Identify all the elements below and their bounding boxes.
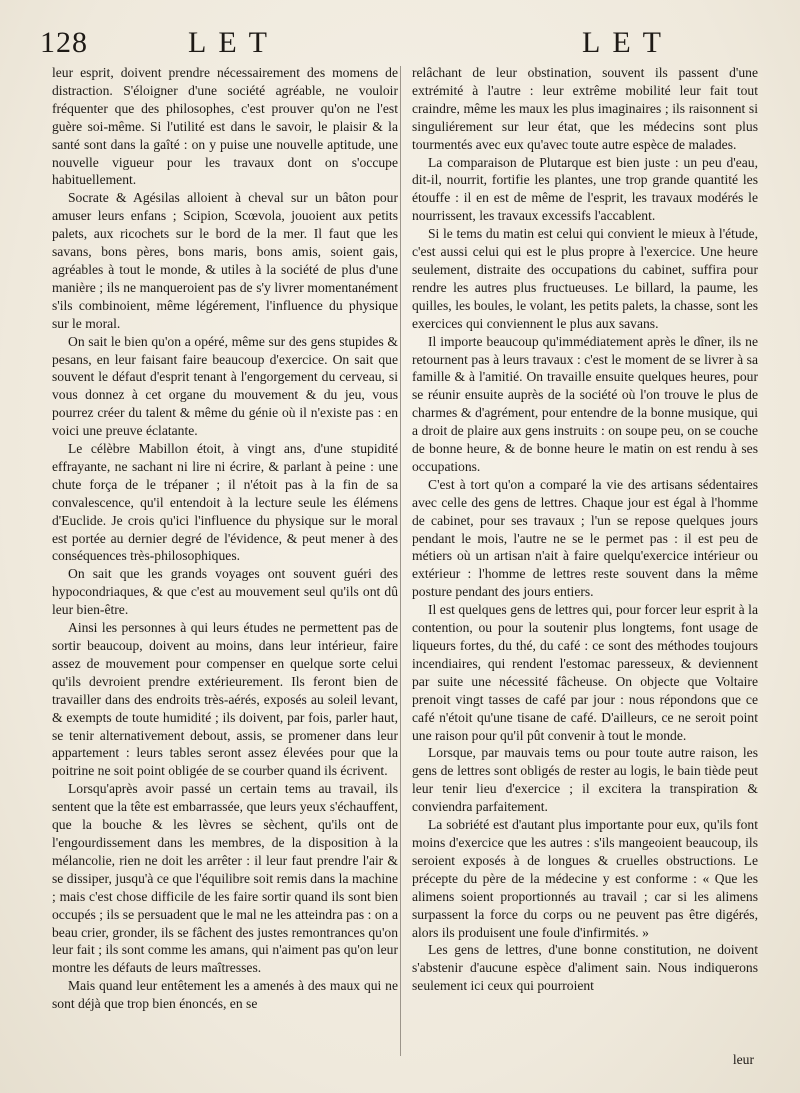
paragraph: Lorsqu'après avoir passé un certain tems au travail, ils sentent que la tête est embarrassée, que leurs yeux s'échauffent, que la bouche & les lèvres se sèchent, qu'ils ont de l'engourdissement dans les membres, de la disposition à la mélancolie, rien ne doit les arrêter : il leur faut prendre l'air & se dissiper, jusqu'à ce que l'équilibre soit remis dans la machine ; mais c'est chose difficile de les faire sortir quand ils sont bien occupés ; ils se persuadent que le mal ne les atteindra pas : on a beau crier, gronder, ils se fâchent des justes remontrances qu'on leur fait ; ils sont comme les amans, qui n'aiment pas qu'on leur montre les défauts de leurs maîtresses. (52, 781, 398, 976)
paragraph: La comparaison de Plutarque est bien juste : un peu d'eau, dit-il, nourrit, fortifie les plantes, une trop grande quantité les étouffe : il en est de même de l'esprit, les travaux modérés le nourrissent, les travaux excessifs l'accablent. (412, 154, 758, 224)
paragraph: Il importe beaucoup qu'immédiatement après le dîner, ils ne retournent pas à leurs travaux : c'est le moment de se livrer à sa famille & à l'amitié. On travaille ensuite quelques heures, pour se réunir ensuite auprès de la société où l'on trouve le plus de charmes & d'agrément, pour entendre de la bonne musique, qui a droit de plaire aux gens instruits : on soupe peu, on se couche de bonne heure, & de bonne heure le matin on est rendu à ses occupations. (412, 333, 758, 474)
left-column (52, 64, 398, 1079)
paragraph: leur esprit, doivent prendre nécessairement des momens de distraction. S'éloigner d'une société agréable, ne vouloir fréquenter que des philosophes, c'est prouver qu'on ne l'est guère soi-même. Si l'utilité est dans le savoir, le plaisir & la santé sont dans la gaîté : on y puise une nouvelle aptitude, une nouvelle vigueur pour les travaux dont on s'occupe habituellement. (52, 65, 398, 188)
page-header (40, 22, 780, 66)
paragraph: relâchant de leur obstination, souvent ils passent d'une extrémité à l'autre : leur extrême mobilité leur fait tout craindre, même les maux les plus imaginaires ; ils raisonnent si singuliérement sur leur état, que les médecins sont plus tourmentés avec eux qu'avec toute autre espèce de malades. (412, 65, 758, 152)
paragraph: Il est quelques gens de lettres qui, pour forcer leur esprit à la contention, ou pour la soutenir plus longtems, font usage de liqueurs fortes, du thé, du café : ce sont des méthodes toujours incendiaires, qui rendent l'estomac paresseux, & deviennent par suite une nécessité fâcheuse. On objecte que Voltaire prenoit vingt tasses de café par jour : nous répondons que ce café n'étoit qu'une tisane de café. D'ailleurs, ce ne seroit point une raison pour qu'il pût convenir à tout le monde. (412, 602, 758, 743)
paragraph: On sait que les grands voyages ont souvent guéri des hypocondriaques, & que c'est au mouvement seul qu'ils ont dû leur bien-être. (52, 566, 398, 618)
running-head-left: LET (188, 26, 279, 59)
catchword: leur (732, 1052, 754, 1067)
running-head-right: LET (582, 26, 673, 59)
paragraph: Mais quand leur entêtement les a amenés à des maux qui ne sont déjà que trop bien énoncés, en se (52, 978, 398, 1012)
paragraph: Socrate & Agésilas alloient à cheval sur un bâton pour amuser leurs enfans ; Scipion, Scœvola, jouoient aux petits palets, aux ricochets sur le bord de la mer. Il faut que les savans, bons pères, bons maris, bons amis, soient gais, agréables à tout le monde, & utiles à la société de plus d'une manière ; ils ne manqueroient pas de s'y livrer momentanément s'ils combinoient, même légérement, l'influence du physique sur le moral. (52, 190, 398, 331)
paragraph: La sobriété est d'autant plus importante pour eux, qu'ils font moins d'exercice que les autres : s'ils mangeoient beaucoup, ils seroient exposés à de longues & cruelles obstructions. Le précepte du père de la médecine y est conforme : « Que les alimens soient proportionnés au travail ; car si les alimens surpassent la force du corps ou ne peuvent pas être digérés, alors ils produisent une foule d'infirmités. » (412, 817, 758, 940)
page-number: 128 (40, 26, 88, 59)
paragraph: Ainsi les personnes à qui leurs études ne permettent pas de sortir beaucoup, doivent au moins, dans leur intérieur, faire assez de mouvement pour compenser en quelque sorte celui qu'ils devroient prendre extérieurement. Ils feront bien de travailler dans des endroits très-aérés, exposés au soleil levant, & exempts de toute humidité ; ils doivent, par fois, parler haut, se tenir alternativement debout, assis, se promener dans leur appartement : leurs tables seront assez élevées pour que la poitrine ne soit point obligée de se courber quand ils écrivent. (52, 620, 398, 779)
paragraph: Si le tems du matin est celui qui convient le mieux à l'étude, c'est aussi celui qui est le plus propre à l'exercice. Une heure seulement, distraite des occupations du cabinet, suffira pour rendre les autres plus fructueuses. Le billard, la paume, les quilles, les boules, le volant, les petits palets, la chasse, sont les exercices qui conviennent le plus aux savans. (412, 226, 758, 331)
paragraph: Le célèbre Mabillon étoit, à vingt ans, d'une stupidité effrayante, ne sachant ni lire ni écrire, & parlant à peine : une chute força de le trépaner ; il n'étoit pas à la fin de sa convalescence, qu'il entendoit à la lecture seule les élémens d'Euclide. Je crois qu'ici l'influence du physique sur le moral est portée au dernier degré de l'évidence, & peut mener à des conséquences très-philosophiques. (52, 441, 398, 564)
right-column (412, 64, 758, 1079)
paragraph: C'est à tort qu'on a comparé la vie des artisans sédentaires avec celle des gens de lettres. Chaque jour est égal à l'homme de cabinet, pour ses travaux ; l'un se repose quelques jours pendant le mois, l'autre ne se le permet pas : il est peu de métiers où un artisan n'ait à faire quelqu'exercice intérieur ou extérieur : l'homme de lettres reste souvent dans la même posture pendant des jours entiers. (412, 476, 758, 600)
paragraph: On sait le bien qu'on a opéré, même sur des gens stupides & pesans, en leur faisant faire beaucoup d'exercice. On sait que souvent le défaut d'esprit tenant à l'engorgement du cerveau, si vous donnez à cet organe du mouvement & du jeu, vous pourrez créer du talent & même du génie où il n'existe pas : en voici une preuve éclatante. (52, 333, 398, 439)
column-divider (400, 66, 401, 1056)
paragraph: Les gens de lettres, d'une bonne constitution, ne doivent s'abstenir d'aucune espèce d'aliment sain. Nous indiquerons seulement ici ceux qui pourroient (412, 942, 758, 994)
paragraph: Lorsque, par mauvais tems ou pour toute autre raison, les gens de lettres sont obligés de rester au logis, le bain tiède peut leur tenir lieu d'exercice ; il excitera la transpiration & conviendra parfaitement. (412, 745, 758, 815)
